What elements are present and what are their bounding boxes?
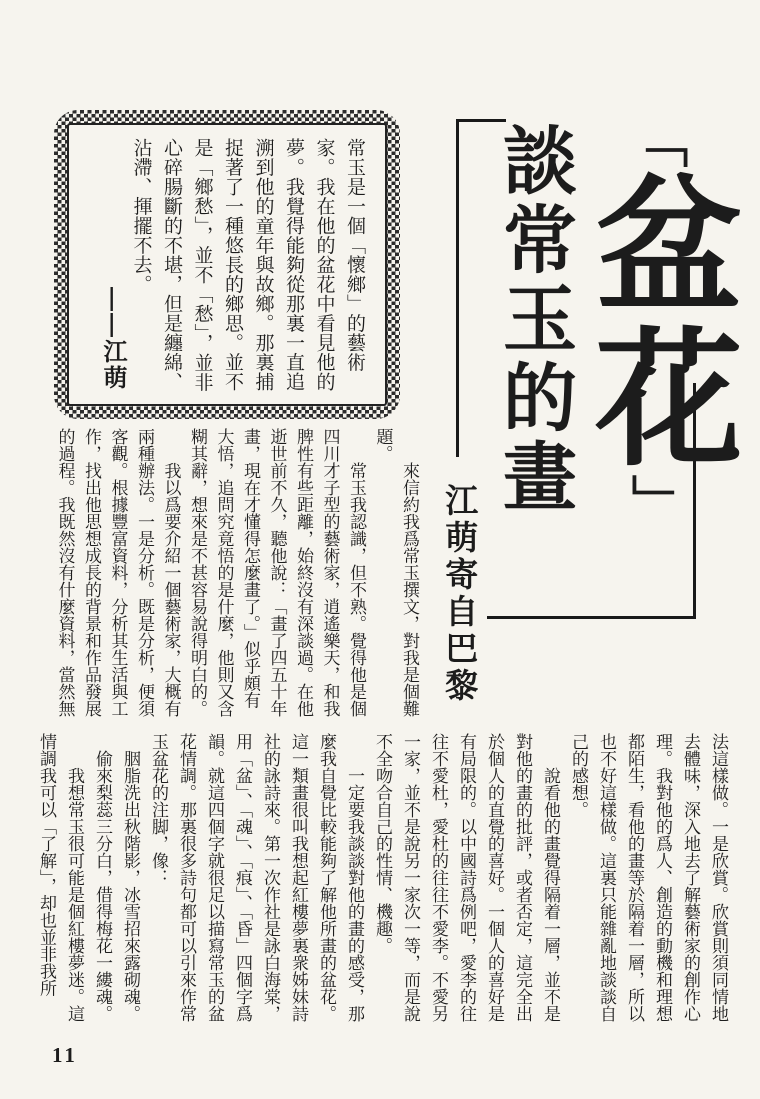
byline: 江萌寄自巴黎 — [440, 483, 477, 705]
pull-quote-signature: ——江萌 — [99, 287, 126, 391]
text-column-paragraph: 說看他的畫覺得隔着一層，並不是對他的畫的批評，或者否定，這完全出於個人的直覺的喜好。一個人的喜好是有局限的。以中國詩爲例吧，愛李的往往不愛杜，愛杜的往往不愛李。不愛另一家，並不是說另一家次一等，而是說不全吻合自己的性情、機趣。 — [373, 733, 560, 1022]
article-middle-section — [30, 428, 422, 722]
main-title-open-bracket: 「 — [625, 112, 688, 168]
main-title — [574, 112, 739, 552]
pull-quote-inner-frame — [67, 123, 387, 406]
text-column-paragraph: 胭脂洗出秋階影，冰雪招來露砌魂。 — [121, 750, 140, 1022]
text-column-paragraph: 我想常玉很可能是個紅樓夢迷。這情調我可以「了解」，却也並非我所 — [37, 733, 84, 1022]
main-title-close-bracket: 」 — [625, 474, 688, 530]
text-column-paragraph: 一定要我談談對他的畫的感受，那麼我自覺比較能夠了解他所畫的盆花。這一類畫很叫我想起紅樓夢裏衆姊妹詩社的詠詩來。第一次作社是詠白海棠，用「盆」、「魂」、「痕」、「昏」四個字爲韻。就這四個字就很足以描寫常玉的盆花情調。那裏很多詩句都可以引來作常玉盆花的注脚，像： — [149, 733, 364, 1022]
text-column-paragraph: 來信約我爲常玉撰文，對我是個難題。 — [373, 428, 419, 717]
text-column-paragraph: 常玉我認識，但不熟。覺得他是個四川才子型的藝術家，逍遙樂天，和我脾性有些距離，始終沒有深談過。在他逝世前不久，聽他說：「畫了四五十年畫，現在才懂得怎麼畫了。」似乎頗有大悟，追問究竟悟的是什麼，他則又含糊其辭，想來是不甚容易說得明白的。 — [188, 428, 366, 717]
page-number: 11 — [52, 1043, 78, 1067]
text-column-paragraph: 我以爲要介紹一個藝術家，大概有兩種辦法。一是分析。既是分析，便須客觀。根據豐富資料，分析其生活與工作，找出他思想成長的背景和作品發展的過程。我既然沒有什麼資料，當然無 — [55, 428, 181, 717]
pull-quote-text: 常玉是一個「懷鄉」的藝術家。我在他的盆花中看見他的夢。我覺得能夠從那裏一直追溯到他的童年與故鄉。那裏捕捉著了一種悠長的鄉思。並不是「鄉愁」，並不「愁」，並非心碎腸斷的不堪，但是纏綿、沾滯、揮擺不去。 — [130, 138, 365, 392]
article-bottom-section — [28, 733, 732, 1036]
text-column-paragraph: 法這樣做。一是欣賞。欣賞則須同情地去體味，深入地去了解藝術家的創作心理。我對他的爲人、創造的動機和理想都陌生，看他的畫等於隔着一層，所以也不好這樣做。這裏只能雜亂地談談自己的感想。 — [569, 733, 728, 1022]
sub-title: 談常玉的畫 — [491, 122, 574, 517]
main-title-word: 盆花 — [574, 168, 739, 474]
pull-quote-box — [54, 110, 400, 419]
text-column-paragraph: 偷來梨蕊三分白，借得梅花一縷魂。 — [93, 750, 112, 1022]
